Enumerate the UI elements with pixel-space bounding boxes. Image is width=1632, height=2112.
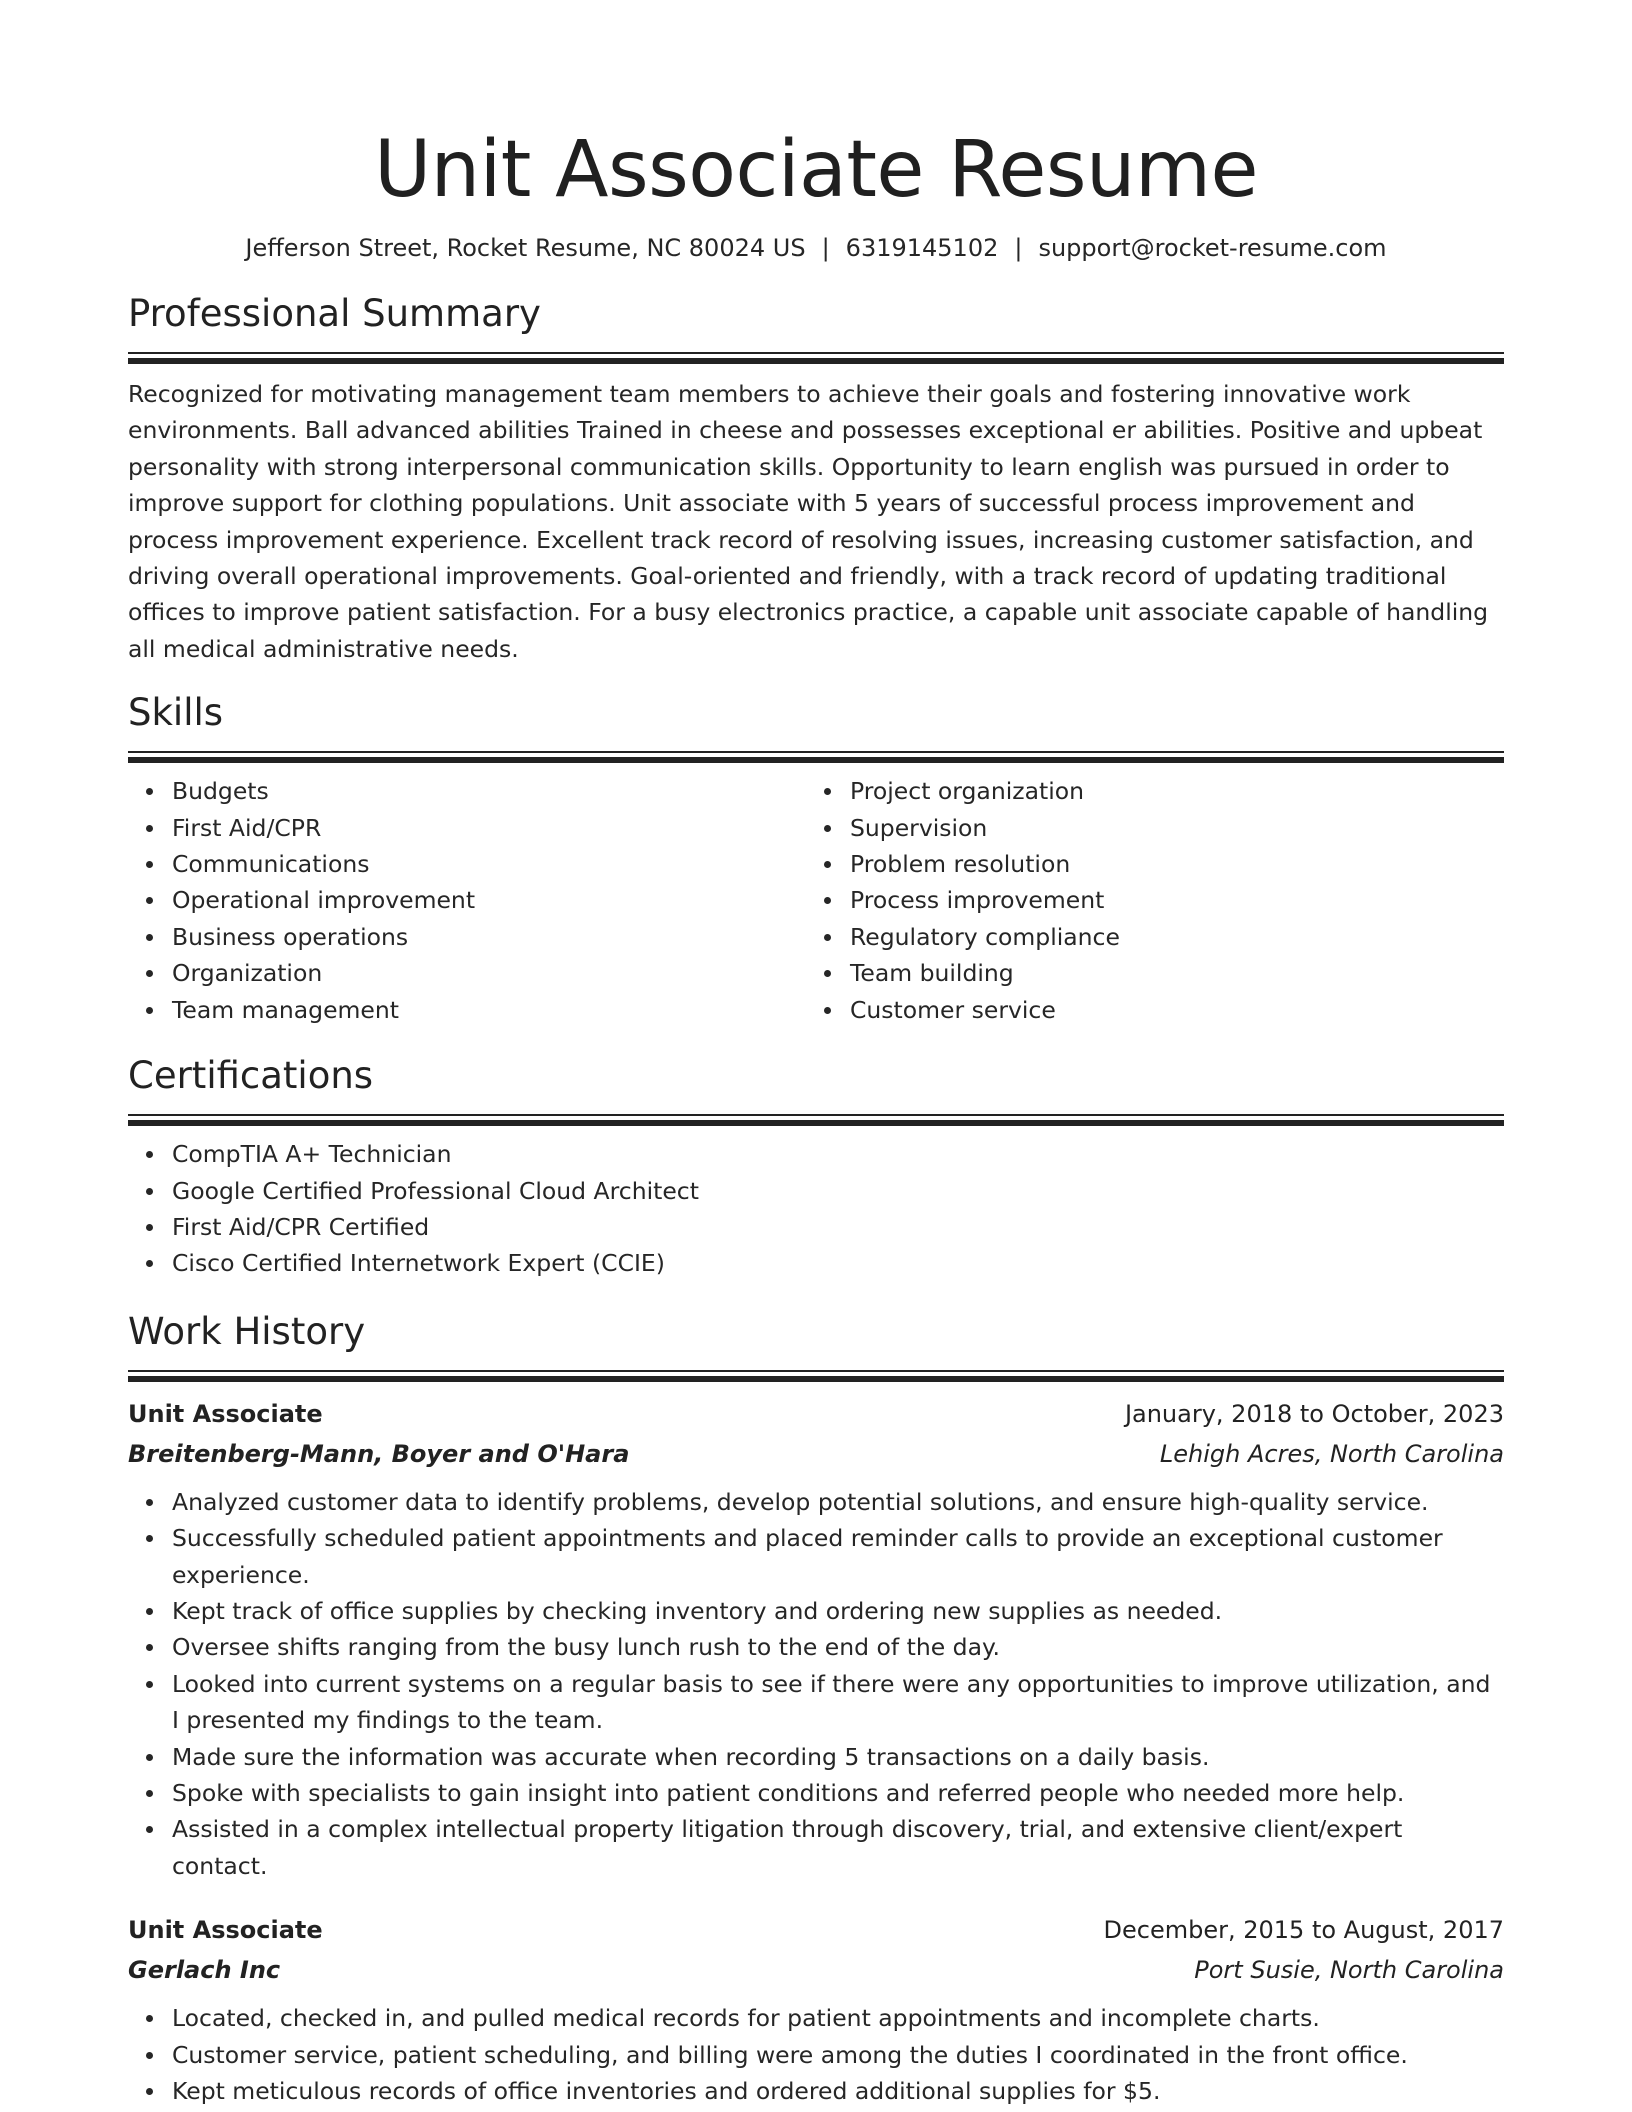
- skill-item: Communications: [128, 846, 806, 882]
- skills-columns: [128, 773, 1504, 1028]
- job-subheader-row: [128, 1434, 1504, 1474]
- skills-list-left: [128, 773, 806, 1028]
- page-title: Unit Associate Resume: [374, 125, 1258, 215]
- skill-item: Budgets: [128, 773, 806, 809]
- contact-line: [128, 232, 1504, 264]
- skills-section: [128, 689, 1504, 1028]
- skill-item: Team management: [128, 992, 806, 1028]
- job-location: Lehigh Acres, North Carolina: [1159, 1439, 1504, 1468]
- job-dates: January, 2018 to October, 2023: [1124, 1399, 1504, 1428]
- certification-item: Cisco Certified Internetwork Expert (CCIE): [128, 1245, 1504, 1281]
- certifications-list: [128, 1136, 1504, 1282]
- job-bullet: Kept track of office supplies by checking inventory and ordering new supplies as needed.: [128, 1593, 1504, 1629]
- job-header-row: [128, 1394, 1504, 1434]
- skill-item: Regulatory compliance: [806, 919, 1484, 955]
- job-bullet: Oversee shifts ranging from the busy lunch rush to the end of the day.: [128, 1629, 1504, 1665]
- job-title: Unit Associate: [128, 1916, 323, 1945]
- summary-section: [128, 290, 1504, 667]
- contact-separator: |: [1014, 234, 1023, 262]
- certification-item: First Aid/CPR Certified: [128, 1209, 1504, 1245]
- job-bullet: Made sure the information was accurate when recording 5 transactions on a daily basis.: [128, 1739, 1504, 1775]
- job-bullet: Successfully scheduled patient appointments and placed reminder calls to provide an exceptional customer experience.: [128, 1520, 1504, 1593]
- job-company: Gerlach Inc: [128, 1956, 281, 1985]
- job-entry: [128, 1394, 1504, 1884]
- job-bullet: Looked into current systems on a regular basis to see if there were any opportunities to improve utilization, and I presented my findings to the team.: [128, 1666, 1504, 1739]
- job-bullets: [128, 2000, 1504, 2109]
- job-bullets: [128, 1484, 1504, 1884]
- section-heading-certifications: Certifications: [128, 1054, 374, 1098]
- certification-item: CompTIA A+ Technician: [128, 1136, 1504, 1172]
- section-divider: [128, 352, 1504, 362]
- section-heading-summary: Professional Summary: [128, 292, 541, 335]
- job-subheader-row: [128, 1950, 1504, 1990]
- job-company: Breitenberg-Mann, Boyer and O'Hara: [128, 1439, 630, 1468]
- section-divider: [128, 1370, 1504, 1380]
- skill-item: Organization: [128, 955, 806, 991]
- skill-item: Process improvement: [806, 882, 1484, 918]
- job-header-row: [128, 1910, 1504, 1950]
- skill-item: Project organization: [806, 773, 1484, 809]
- job-bullet: Spoke with specialists to gain insight into patient conditions and referred people who needed more help.: [128, 1775, 1504, 1811]
- section-heading-work-history: Work History: [128, 1309, 366, 1353]
- contact-address: Jefferson Street, Rocket Resume, NC 80024 US: [245, 234, 806, 262]
- certifications-section: [128, 1052, 1504, 1282]
- skill-item: Supervision: [806, 810, 1484, 846]
- job-bullet: Customer service, patient scheduling, and billing were among the duties I coordinated in the front office.: [128, 2037, 1504, 2073]
- job-bullet: Kept meticulous records of office inventories and ordered additional supplies for $5.: [128, 2073, 1504, 2109]
- skill-item: Team building: [806, 955, 1484, 991]
- resume-page: [128, 0, 1504, 2109]
- skill-item: Customer service: [806, 992, 1484, 1028]
- job-bullet: Analyzed customer data to identify problems, develop potential solutions, and ensure high-quality service.: [128, 1484, 1504, 1520]
- skill-item: Operational improvement: [128, 882, 806, 918]
- skill-item: Problem resolution: [806, 846, 1484, 882]
- work-history-section: [128, 1308, 1504, 2110]
- section-divider: [128, 1114, 1504, 1124]
- section-divider: [128, 751, 1504, 761]
- contact-separator: |: [821, 234, 830, 262]
- skill-item: Business operations: [128, 919, 806, 955]
- contact-email: support@rocket-resume.com: [1038, 234, 1387, 262]
- job-bullet: Located, checked in, and pulled medical records for patient appointments and incomplete charts.: [128, 2000, 1504, 2036]
- job-dates: December, 2015 to August, 2017: [1103, 1916, 1504, 1945]
- certification-item: Google Certified Professional Cloud Architect: [128, 1173, 1504, 1209]
- job-location: Port Susie, North Carolina: [1194, 1956, 1504, 1985]
- skills-list-right: [806, 773, 1484, 1028]
- job-bullet: Assisted in a complex intellectual property litigation through discovery, trial, and extensive client/expert contact.: [128, 1811, 1504, 1884]
- section-heading-skills: Skills: [128, 691, 224, 735]
- skill-item: First Aid/CPR: [128, 810, 806, 846]
- job-entry: [128, 1910, 1504, 2109]
- summary-text: Recognized for motivating management team members to achieve their goals and fostering innovative work environments. Ball advanced abilities Trained in cheese and possesses exceptional er abilities. Positive and upbeat personality with strong interpersonal communication skills. Opportunity to learn english was pursued in order to improve support for clothing populations. Unit associate with 5 years of successful process improvement and process improvement experience. Excellent track record of resolving issues, increasing customer satisfaction, and driving overall operational improvements. Goal-oriented and friendly, with a track record of updating traditional offices to improve patient satisfaction. For a busy electronics practice, a capable unit associate capable of handling all medical administrative needs.: [128, 380, 1489, 663]
- job-title: Unit Associate: [128, 1399, 323, 1428]
- contact-phone: 6319145102: [845, 234, 999, 262]
